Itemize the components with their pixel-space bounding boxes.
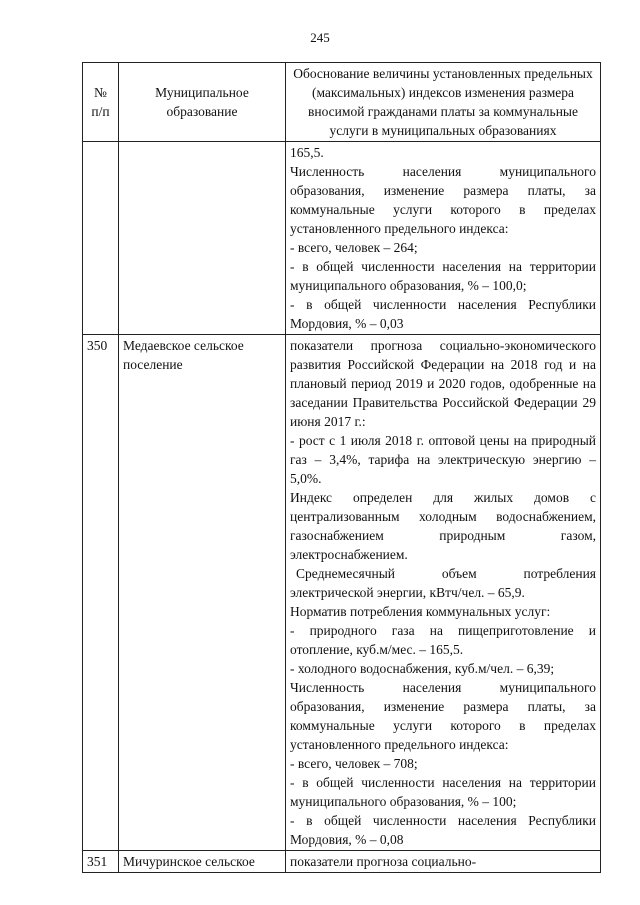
row-number: 350 — [83, 335, 119, 851]
municipal-index-table — [82, 62, 601, 873]
justification-paragraph: 165,5. — [290, 145, 324, 160]
row-number — [83, 142, 119, 335]
row-number: 351 — [83, 851, 119, 873]
header-justification: Обоснование величины установленных предельных (максимальных) индексов изменения размера вносимой гражданами платы за коммунальные услуги в муниципальных образованиях — [286, 63, 601, 142]
justification-paragraph: - всего, человек – 264; — [290, 240, 418, 255]
justification-paragraph: показатели прогноза социально-экономического развития Российской Федерации на 2018 год и на плановый период 2019 и 2020 годов, одобренные на заседании Правительства Российской Федерации 29 июня 2017 г.: — [290, 338, 596, 429]
justification-paragraph: - в общей численности населения на территории муниципального образования, % – 100,0; — [290, 259, 596, 293]
justification-paragraph: - рост с 1 июля 2018 г. оптовой цены на природный газ – 3,4%, тарифа на электрическую энергию – 5,0%. — [290, 433, 596, 486]
justification-paragraph: - природного газа на пищеприготовление и отопление, куб.м/мес. – 165,5. — [290, 623, 596, 657]
justification-paragraph: - в общей численности населения на территории муниципального образования, % – 100; — [290, 775, 596, 809]
row-justification — [286, 851, 601, 873]
row-municipality — [119, 142, 286, 335]
header-municipality: Муниципальное образование — [119, 63, 286, 142]
row-justification — [286, 142, 601, 335]
row-municipality: Медаевское сельское поселение — [119, 335, 286, 851]
justification-paragraph: Индекс определен для жилых домов с централизованным холодным водоснабжением, газоснабжением природным газом, электроснабжением. — [290, 490, 596, 562]
justification-paragraph: - в общей численности населения Республики Мордовия, % – 0,03 — [290, 297, 596, 331]
table-row — [83, 335, 601, 851]
justification-paragraph: Норматив потребления коммунальных услуг: — [290, 604, 551, 619]
table-row — [83, 142, 601, 335]
justification-paragraph: - всего, человек – 708; — [290, 756, 418, 771]
header-number: № п/п — [83, 63, 119, 142]
justification-paragraph: Среднемесячный объем потребления электрической энергии, кВтч/чел. – 65,9. — [290, 566, 596, 600]
justification-paragraph: показатели прогноза социально- — [290, 854, 477, 869]
justification-paragraph: Численность населения муниципального образования, изменение размера платы, за коммунальные услуги которого в пределах установленного предельного индекса: — [290, 680, 596, 752]
table-row — [83, 851, 601, 873]
row-justification — [286, 335, 601, 851]
page-number: 245 — [310, 30, 330, 45]
table-header-row — [83, 63, 601, 142]
justification-paragraph: - холодного водоснабжения, куб.м/чел. – 6,39; — [290, 661, 555, 676]
justification-paragraph: Численность населения муниципального образования, изменение размера платы, за коммунальные услуги которого в пределах установленного предельного индекса: — [290, 164, 596, 236]
justification-paragraph: - в общей численности населения Республики Мордовия, % – 0,08 — [290, 813, 596, 847]
row-municipality: Мичуринское сельское — [119, 851, 286, 873]
